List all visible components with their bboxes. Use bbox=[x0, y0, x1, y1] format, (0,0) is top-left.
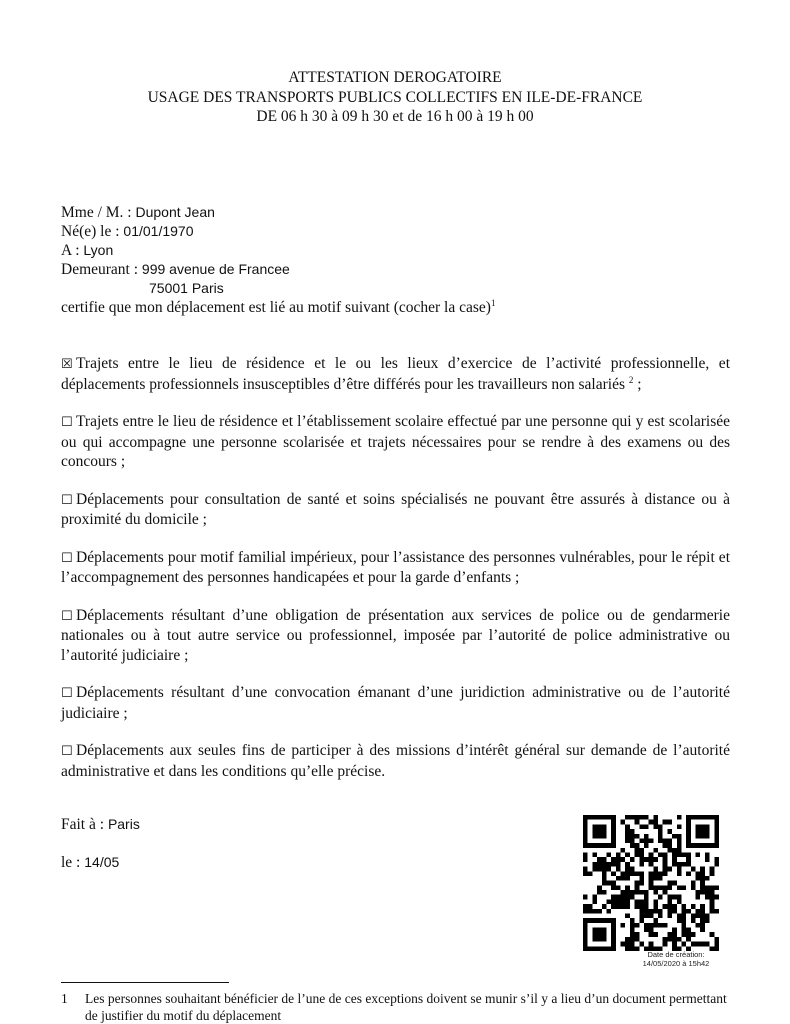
checkbox[interactable]: ☐ bbox=[61, 492, 73, 508]
name-row bbox=[61, 203, 215, 222]
certify-footnote-ref: 1 bbox=[490, 297, 496, 308]
checkbox[interactable]: ☐ bbox=[61, 686, 73, 701]
footnote-number: 1 bbox=[61, 991, 68, 1006]
reason-text: Déplacements pour consultation de santé et soins spécialisés ne pouvant être assurés à distance ou à proximité du domicile ; bbox=[61, 490, 730, 528]
address-line1: 999 avenue de Francee bbox=[141, 261, 290, 277]
footnote bbox=[61, 990, 730, 1024]
birth-row bbox=[61, 222, 193, 241]
address-row-2 bbox=[149, 279, 224, 298]
reason-text: Déplacements pour motif familial impérieux, pour l’assistance des personnes vulnérables, pour le répit et l’accompagnement des personnes handicapées et pour la garde d’enfants ; bbox=[61, 548, 730, 586]
address-row bbox=[61, 260, 290, 279]
checkbox[interactable]: ☐ bbox=[61, 550, 73, 566]
birth-label: Né(e) le : bbox=[61, 223, 120, 240]
birth-value: 01/01/1970 bbox=[123, 223, 194, 239]
reason-text: Déplacements aux seules fins de participer à des missions d’intérêt général sur demande de l’autorité administrative et dans les conditions qu’elle précise. bbox=[61, 742, 730, 780]
reason-item bbox=[61, 354, 730, 394]
reason-item bbox=[61, 412, 730, 472]
birthplace-label: A : bbox=[61, 242, 80, 259]
signature-place-label: Fait à : bbox=[61, 816, 105, 833]
footnote-text: Les personnes souhaitant bénéficier de l’une de ces exceptions doivent se munir s’il y a lieu d’un document permettant de justifier du motif du déplacement bbox=[85, 991, 727, 1023]
checkbox[interactable]: ☐ bbox=[61, 744, 73, 759]
creation-date: 14/05/2020 à 15h42 bbox=[642, 959, 710, 968]
reason-item bbox=[61, 490, 730, 530]
reason-item bbox=[61, 606, 730, 666]
reason-item bbox=[61, 741, 730, 781]
reason-text: Déplacements résultant d’une obligation de présentation aux services de police ou de gendarmerie nationales ou à tout autre service ou professionnel, imposée par l’autorité de police administrative ou l’autorité judiciaire ; bbox=[61, 606, 730, 664]
qr-code-icon bbox=[583, 815, 719, 951]
signature-date bbox=[61, 854, 119, 872]
creation-label: Date de création: bbox=[647, 950, 705, 959]
checkbox-checked[interactable]: ☒ bbox=[61, 357, 73, 372]
header-subtitle: USAGE DES TRANSPORTS PUBLICS COLLECTIFS EN ILE-DE-FRANCE bbox=[147, 88, 643, 106]
header-title: ATTESTATION DEROGATOIRE bbox=[288, 69, 502, 86]
signature-date-value: 14/05 bbox=[84, 854, 120, 870]
address-label: Demeurant : bbox=[61, 261, 139, 278]
checkbox[interactable]: ☐ bbox=[61, 608, 73, 624]
creation-stamp bbox=[612, 950, 740, 968]
name-value: Dupont Jean bbox=[135, 204, 215, 220]
reason-item bbox=[61, 548, 730, 588]
reasons-list bbox=[61, 354, 730, 799]
footnote-separator bbox=[61, 982, 229, 983]
document-header bbox=[0, 68, 790, 127]
birthplace-row bbox=[61, 241, 113, 260]
reason-text: Trajets entre le lieu de résidence et l’établissement scolaire effectué par une personne qui y est scolarisée ou qui accompagne une personne scolarisée et trajets nécessaires pour se rendre à des examens ou des concours ; bbox=[61, 413, 730, 470]
signature-place-value: Paris bbox=[107, 816, 140, 832]
name-label: Mme / M. : bbox=[61, 204, 132, 221]
reason-suffix: ; bbox=[633, 375, 642, 393]
certify-statement bbox=[61, 298, 495, 317]
birthplace-value: Lyon bbox=[83, 242, 114, 258]
header-hours: DE 06 h 30 à 09 h 30 et de 16 h 00 à 19 h 00 bbox=[256, 108, 534, 125]
reason-text: Trajets entre le lieu de résidence et le ou les lieux d’exercice de l’activité professionnelle, et déplacements professionnels insusceptibles d’être différés pour les travailleurs non salariés bbox=[61, 355, 730, 393]
reason-item bbox=[61, 683, 730, 723]
reason-footnote-ref: 2 bbox=[628, 374, 634, 385]
certify-text: certifie que mon déplacement est lié au motif suivant (cocher la case) bbox=[61, 299, 491, 316]
signature-date-label: le : bbox=[61, 854, 81, 871]
reason-text: Déplacements résultant d’une convocation émanant d’une juridiction administrative ou de l’autorité judiciaire ; bbox=[61, 684, 730, 722]
address-line2: 75001 Paris bbox=[149, 280, 224, 296]
signature-place bbox=[61, 816, 140, 834]
checkbox[interactable]: ☐ bbox=[61, 415, 73, 430]
